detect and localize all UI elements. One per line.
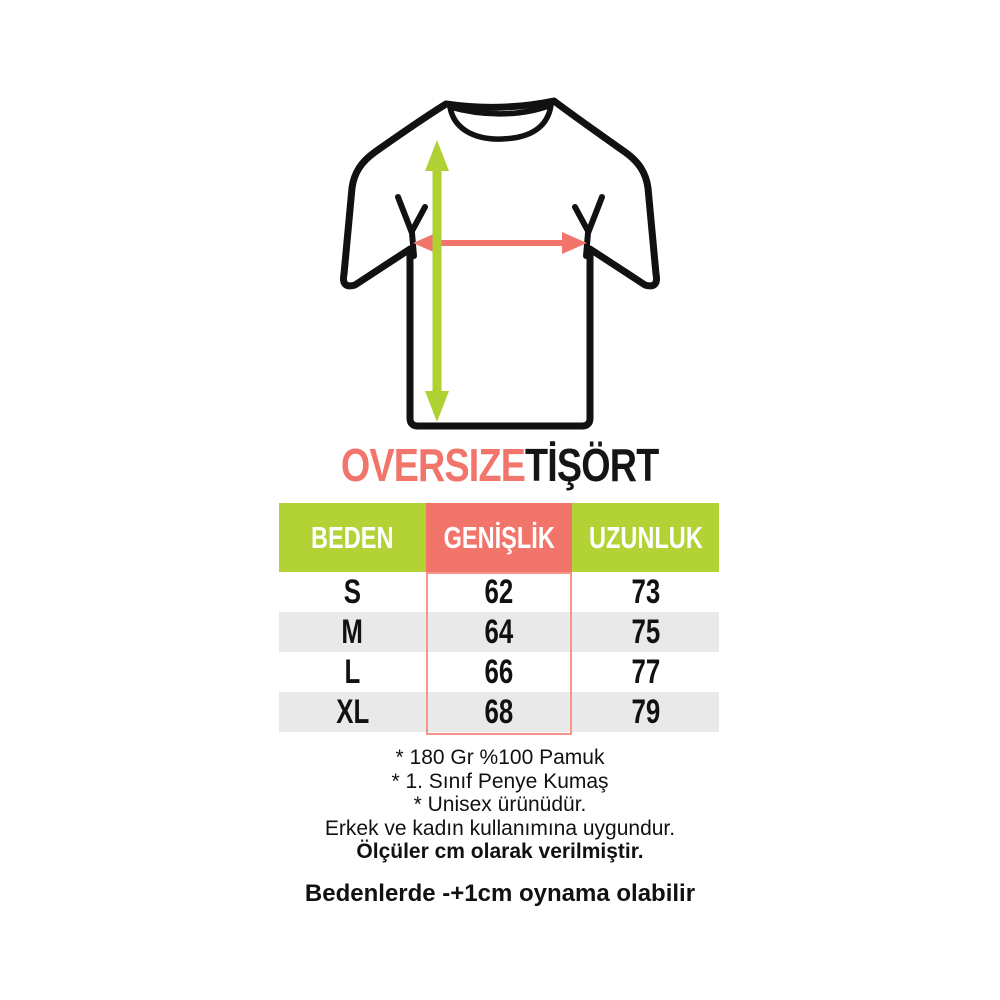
width-cell: 66: [484, 652, 514, 691]
table-row-xl: [279, 692, 719, 732]
title-highlight: OVERSIZE: [341, 439, 526, 491]
note-line-measurement-unit: Ölçüler cm olarak verilmiştir.: [356, 840, 644, 863]
tolerance-footnote: Bedenlerde -+1cm oynama olabilir: [304, 880, 696, 907]
table-header-row: [279, 503, 719, 572]
table-row-s: [279, 572, 719, 612]
tshirt-outline: [343, 101, 656, 426]
note-line: Erkek ve kadın kullanımına uygundur.: [324, 816, 676, 840]
tshirt-diagram: [330, 78, 670, 448]
size-cell: XL: [335, 692, 370, 731]
product-notes: [0, 746, 1000, 864]
length-cell: 77: [631, 652, 660, 691]
column-header-uzunluk: [572, 503, 719, 572]
width-cell: 62: [484, 572, 514, 611]
length-cell: 73: [631, 572, 660, 611]
size-cell: L: [344, 652, 361, 691]
size-cell: S: [343, 572, 362, 611]
width-cell: 68: [484, 692, 514, 731]
note-line: * Unisex ürünüdür.: [413, 793, 587, 816]
note-line: * 1. Sınıf Penye Kumaş: [391, 769, 609, 793]
column-header-label: GENİŞLİK: [443, 519, 555, 555]
size-table: [279, 503, 719, 732]
tshirt-diagram-svg: [330, 78, 670, 448]
title-rest: TİŞÖRT: [525, 439, 659, 491]
column-header-beden: [279, 503, 426, 572]
table-row-l: [279, 652, 719, 692]
column-header-label: UZUNLUK: [588, 519, 703, 555]
column-header-label: BEDEN: [311, 519, 394, 555]
width-cell: 64: [484, 612, 514, 651]
column-header-genislik: [426, 503, 572, 572]
length-cell: 75: [631, 612, 660, 651]
note-line: * 180 Gr %100 Pamuk: [395, 746, 605, 769]
table-row-m: [279, 612, 719, 652]
length-cell: 79: [631, 692, 660, 731]
size-cell: M: [341, 612, 364, 651]
page-title: [0, 439, 1000, 491]
